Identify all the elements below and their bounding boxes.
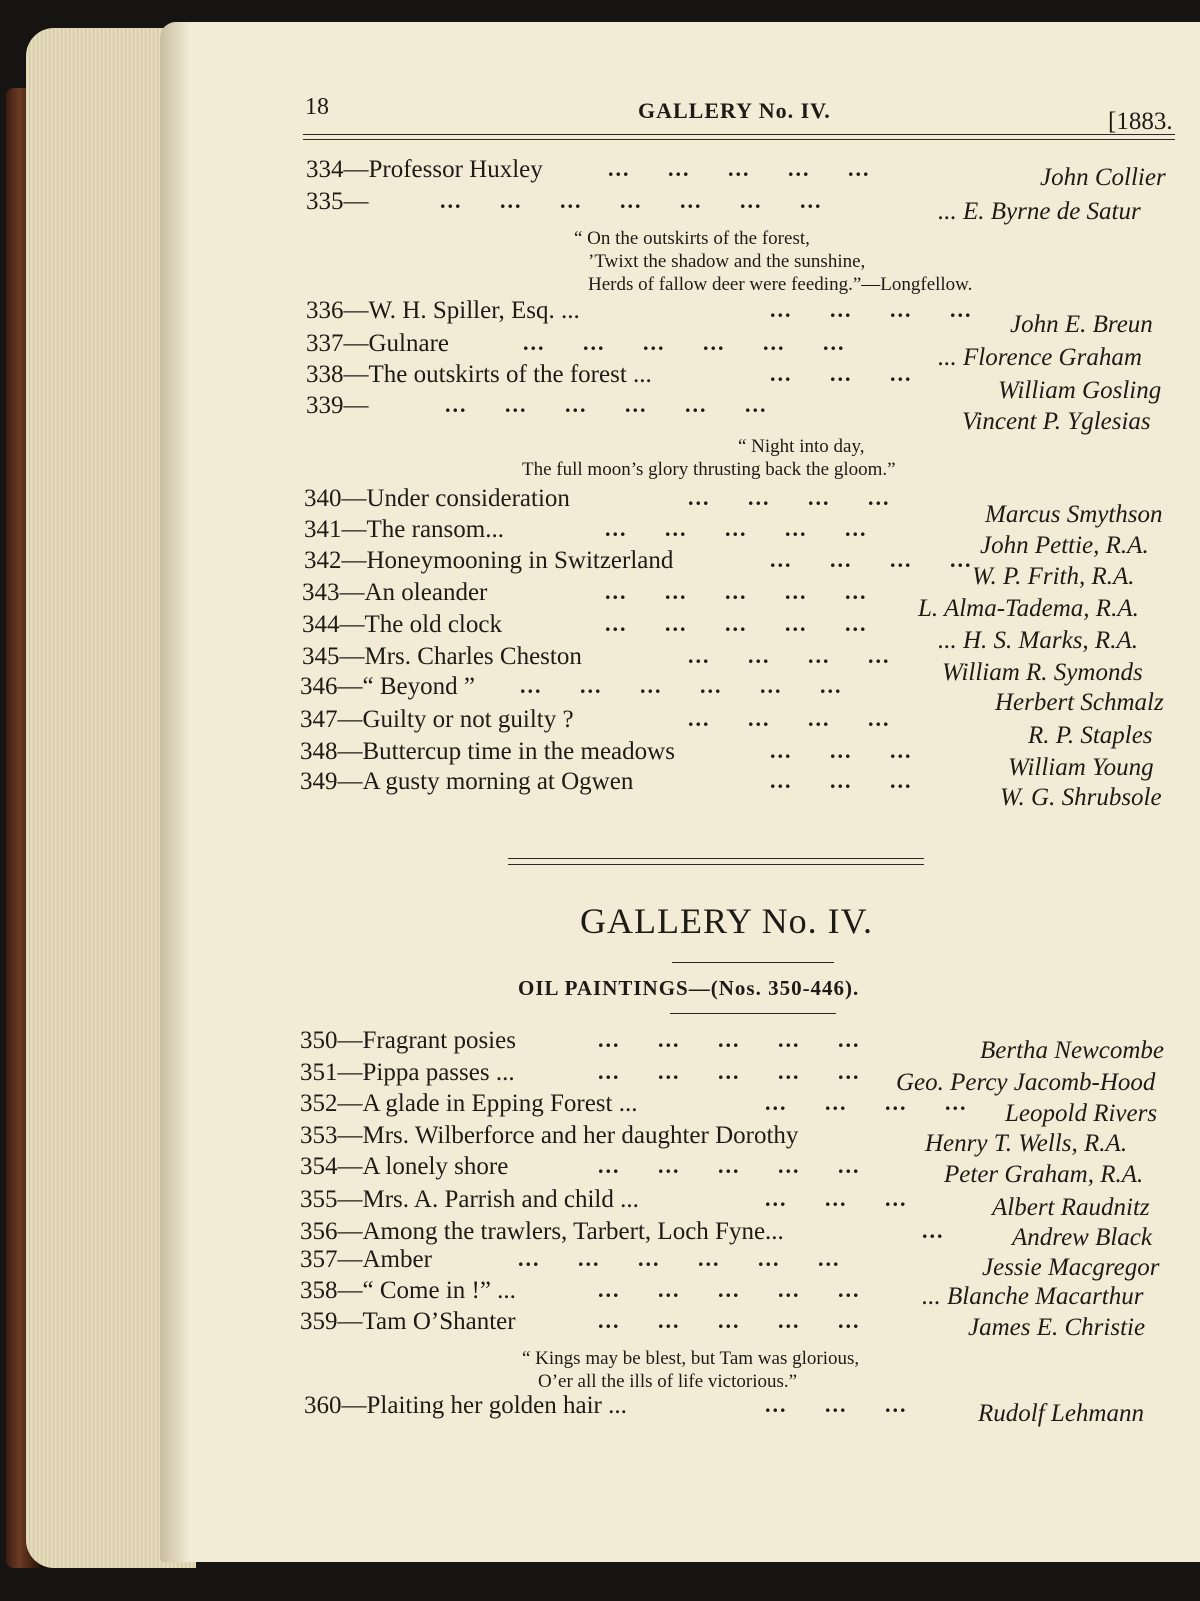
entry-artist: Leopold Rivers xyxy=(1005,1100,1158,1127)
section-rule-top xyxy=(508,858,924,859)
entry-artist: R. P. Staples xyxy=(1028,722,1153,749)
entry-title: 349—A gusty morning at Ogwen xyxy=(300,768,634,795)
catalogue-entry xyxy=(0,1186,1200,1221)
entry-artist: ... H. S. Marks, R.A. xyxy=(938,627,1138,654)
leader-dots: ... ... ... xyxy=(770,768,913,793)
catalogue-entry xyxy=(0,1277,1200,1309)
leader-dots: ... ... ... ... ... xyxy=(598,1059,861,1084)
entry-artist: W. G. Shrubsole xyxy=(1000,784,1162,811)
gallery-heading: GALLERY No. IV. xyxy=(580,901,873,941)
entry-artist: ... E. Byrne de Satur xyxy=(938,198,1141,225)
quotation-line: “ On the outskirts of the forest, xyxy=(574,228,810,249)
leader-dots: ... ... ... ... ... xyxy=(608,156,871,181)
entry-artist: Andrew Black xyxy=(1012,1224,1153,1251)
entry-title: 348—Buttercup time in the meadows xyxy=(300,738,675,765)
entry-artist: William Young xyxy=(1008,754,1154,781)
entry-title: 341—The ransom... xyxy=(304,516,504,543)
entry-title: 354—A lonely shore xyxy=(300,1153,509,1180)
leader-dots: ... ... ... ... ... xyxy=(598,1277,861,1302)
entry-title: 339— xyxy=(306,392,369,419)
leader-dots: ... ... ... ... ... xyxy=(598,1308,861,1333)
quotation-line: ’Twixt the shadow and the sunshine, xyxy=(588,251,866,272)
catalogue-entry xyxy=(0,1122,1200,1157)
entry-title: 358—“ Come in !” ... xyxy=(300,1277,516,1304)
entry-artist: Bertha Newcombe xyxy=(980,1037,1164,1064)
subtitle-rule xyxy=(670,1013,836,1014)
entry-title: 335— xyxy=(306,188,369,215)
entry-artist: Vincent P. Yglesias xyxy=(962,408,1151,435)
catalogue-entry xyxy=(0,392,1200,435)
entry-artist: W. P. Frith, R.A. xyxy=(972,563,1135,590)
leader-dots: ... ... ... ... xyxy=(688,485,891,510)
leader-dots: ... ... ... ... ... xyxy=(605,579,868,604)
entry-title: 346—“ Beyond ” xyxy=(300,673,475,700)
catalogue-entry xyxy=(0,516,1200,559)
catalogue-entry xyxy=(0,330,1200,371)
quotation-line: Herds of fallow deer were feeding.”—Longfellow. xyxy=(588,274,973,295)
entry-artist: ... Florence Graham xyxy=(938,344,1142,371)
leader-dots: ... ... ... ... ... xyxy=(605,611,868,636)
catalogue-entry xyxy=(0,361,1200,404)
running-year: [1883. xyxy=(1108,108,1173,135)
header-rule-bottom xyxy=(303,139,1175,140)
catalogue-entry xyxy=(0,1392,1200,1427)
leader-dots: ... ... ... ... xyxy=(765,1090,968,1115)
entry-artist: William R. Symonds xyxy=(942,659,1143,686)
entry-title: 344—The old clock xyxy=(302,611,502,638)
catalogue-entry xyxy=(0,1308,1200,1340)
quotation-line: O’er all the ills of life victorious.” xyxy=(538,1371,798,1392)
leader-dots: ... ... ... ... ... xyxy=(598,1153,861,1178)
entry-title: 337—Gulnare xyxy=(306,330,450,357)
quotation-line: “ Night into day, xyxy=(738,436,865,457)
entry-artist: Peter Graham, R.A. xyxy=(944,1161,1144,1188)
entry-artist: William Gosling xyxy=(998,377,1162,404)
entry-title: 343—An oleander xyxy=(302,579,488,606)
leader-dots: ... ... ... ... xyxy=(688,643,891,668)
entry-artist: Jessie Macgregor xyxy=(982,1254,1160,1281)
leader-dots: ... ... ... xyxy=(765,1186,908,1211)
entry-title: 340—Under consideration xyxy=(304,485,570,512)
leader-dots: ... xyxy=(922,1218,945,1243)
quotation-line: The full moon’s glory thrusting back the gloom.” xyxy=(522,459,896,480)
entry-title: 357—Amber xyxy=(300,1246,432,1273)
entry-title: 351—Pippa passes ... xyxy=(300,1059,515,1086)
entry-title: 342—Honeymooning in Switzerland xyxy=(304,547,674,574)
catalogue-entry xyxy=(0,297,1200,338)
entry-title: 360—Plaiting her golden hair ... xyxy=(304,1392,627,1419)
leader-dots: ... ... ... ... xyxy=(770,547,973,572)
entry-artist: Albert Raudnitz xyxy=(992,1194,1150,1221)
page-number: 18 xyxy=(305,94,329,120)
catalogue-entry xyxy=(0,188,1200,225)
entry-artist: ... Blanche Macarthur xyxy=(922,1283,1144,1310)
running-title: GALLERY No. IV. xyxy=(638,98,831,123)
entry-title: 350—Fragrant posies xyxy=(300,1027,516,1054)
entry-artist: John Collier xyxy=(1040,164,1166,191)
entry-title: 352—A glade in Epping Forest ... xyxy=(300,1090,638,1117)
catalogue-entry xyxy=(0,1153,1200,1188)
catalogue-entry xyxy=(0,1059,1200,1096)
entry-title: 336—W. H. Spiller, Esq. ... xyxy=(306,297,580,324)
header-rule-top xyxy=(303,134,1175,135)
entry-title: 353—Mrs. Wilberforce and her daughter Dorothy xyxy=(300,1122,799,1149)
catalogue-entry xyxy=(0,156,1200,191)
entry-artist: Geo. Percy Jacomb-Hood xyxy=(896,1069,1156,1096)
leader-dots: ... ... ... ... ... xyxy=(598,1027,861,1052)
entry-title: 355—Mrs. A. Parrish and child ... xyxy=(300,1186,639,1213)
leader-dots: ... ... ... ... ... ... xyxy=(445,392,768,417)
catalogue-entry xyxy=(0,547,1200,590)
entry-artist: Herbert Schmalz xyxy=(995,689,1164,716)
leader-dots: ... ... ... xyxy=(765,1392,908,1417)
leader-dots: ... ... ... ... ... ... ... xyxy=(440,188,823,213)
catalogue-entry xyxy=(0,1027,1200,1064)
quotation-line: “ Kings may be blest, but Tam was glorious, xyxy=(522,1348,860,1369)
entry-artist: Rudolf Lehmann xyxy=(978,1400,1144,1427)
leader-dots: ... ... ... xyxy=(770,738,913,763)
entry-title: 334—Professor Huxley xyxy=(306,156,543,183)
leader-dots: ... ... ... ... ... ... xyxy=(523,330,846,355)
catalogue-entry xyxy=(0,643,1200,686)
entry-artist: Henry T. Wells, R.A. xyxy=(925,1130,1128,1157)
leader-dots: ... ... ... ... ... xyxy=(605,516,868,541)
leader-dots: ... ... ... ... xyxy=(770,297,973,322)
entry-artist: James E. Christie xyxy=(968,1314,1146,1341)
entry-title: 338—The outskirts of the forest ... xyxy=(306,361,652,388)
catalogue-entry xyxy=(0,673,1200,716)
catalogue-entry xyxy=(0,1246,1200,1281)
section-rule-bottom xyxy=(508,864,924,865)
catalogue-entry xyxy=(0,611,1200,654)
catalogue-entry xyxy=(0,706,1200,749)
catalogue-entry xyxy=(0,485,1200,528)
leader-dots: ... ... ... xyxy=(770,361,913,386)
catalogue-entry xyxy=(0,768,1200,811)
leader-dots: ... ... ... ... xyxy=(688,706,891,731)
entry-artist: John Pettie, R.A. xyxy=(980,532,1149,559)
catalogue-entry xyxy=(0,738,1200,781)
entry-artist: L. Alma-Tadema, R.A. xyxy=(918,595,1139,622)
leader-dots: ... ... ... ... ... ... xyxy=(518,1246,841,1271)
entry-title: 345—Mrs. Charles Cheston xyxy=(302,643,582,670)
entry-title: 347—Guilty or not guilty ? xyxy=(300,706,574,733)
leader-dots: ... ... ... ... ... ... xyxy=(520,673,843,698)
entry-title: 356—Among the trawlers, Tarbert, Loch Fyne... xyxy=(300,1218,784,1245)
catalogue-entry xyxy=(0,1090,1200,1127)
entry-artist: Marcus Smythson xyxy=(985,501,1163,528)
section-subtitle: OIL PAINTINGS—(Nos. 350-446). xyxy=(518,976,860,1000)
catalogue-entry xyxy=(0,579,1200,622)
entry-artist: John E. Breun xyxy=(1010,311,1153,338)
entry-title: 359—Tam O’Shanter xyxy=(300,1308,516,1335)
heading-rule xyxy=(672,962,834,963)
